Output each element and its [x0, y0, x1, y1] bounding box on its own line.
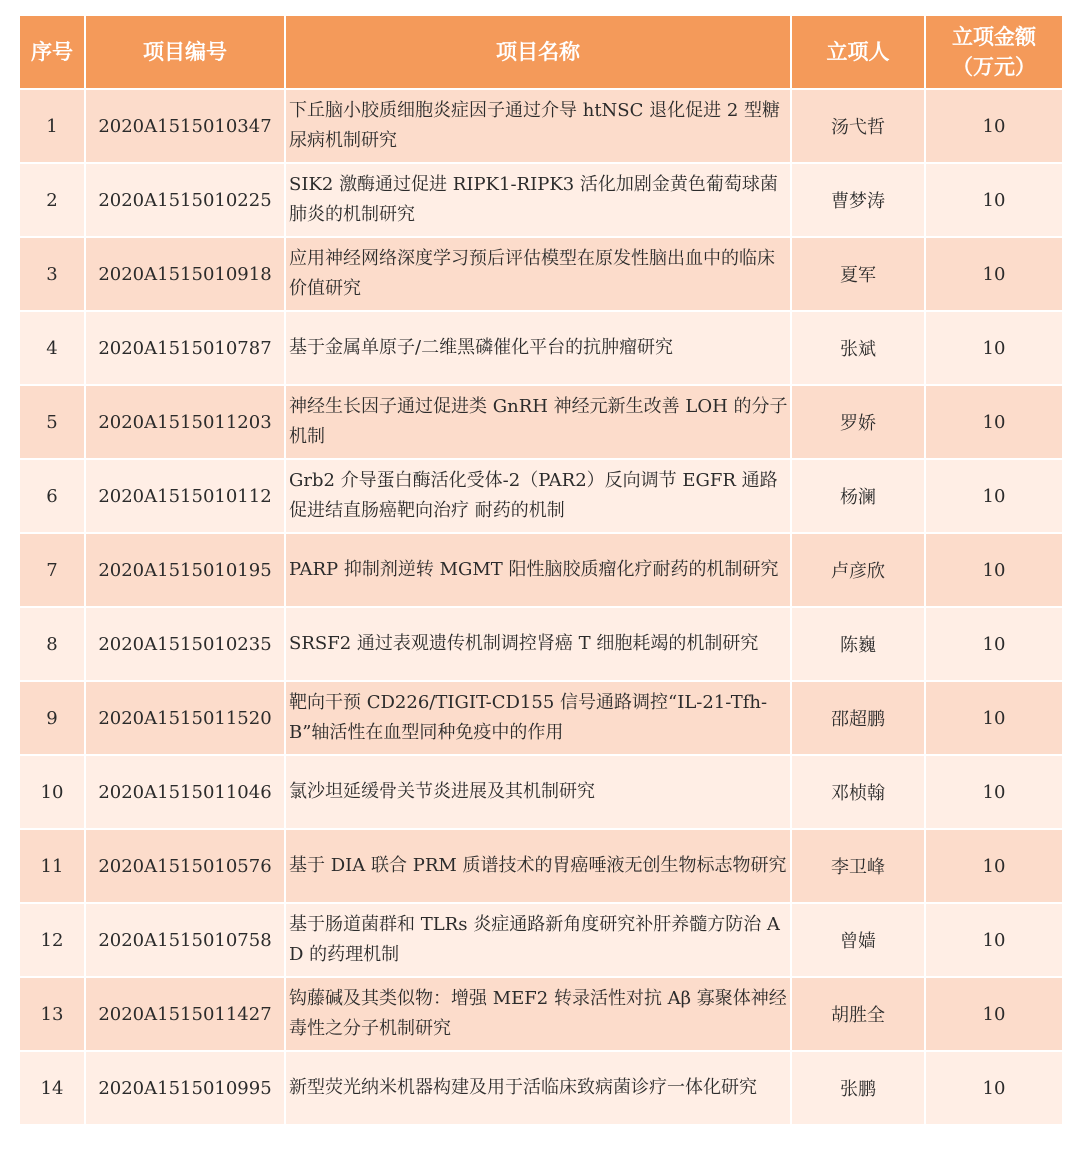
- row-amount-cell: 10: [926, 460, 1062, 532]
- row-code-cell: 2020A1515010195: [86, 534, 284, 606]
- row-index-cell: 3: [20, 238, 84, 310]
- table-row: [20, 682, 1062, 754]
- row-index-cell: 9: [20, 682, 84, 754]
- row-index-cell: 12: [20, 904, 84, 976]
- row-amount-cell: 10: [926, 978, 1062, 1050]
- row-index-cell: 2: [20, 164, 84, 236]
- row-index-cell: 4: [20, 312, 84, 384]
- table-row: [20, 238, 1062, 310]
- row-person-cell: 曾嫱: [792, 904, 924, 976]
- table-row: [20, 608, 1062, 680]
- row-amount-cell: 10: [926, 238, 1062, 310]
- row-amount-cell: 10: [926, 90, 1062, 162]
- row-code-cell: 2020A1515011520: [86, 682, 284, 754]
- row-person-cell: 罗娇: [792, 386, 924, 458]
- row-name-cell: 靶向干预 CD226/TIGIT-CD155 信号通路调控“IL-21-Tfh-B”轴活性在血型同种免疫中的作用: [286, 682, 790, 754]
- row-name-cell: SIK2 激酶通过促进 RIPK1-RIPK3 活化加剧金黄色葡萄球菌肺炎的机制研究: [286, 164, 790, 236]
- row-person-cell: 邵超鹏: [792, 682, 924, 754]
- row-person-cell: 陈巍: [792, 608, 924, 680]
- row-person-cell: 杨澜: [792, 460, 924, 532]
- row-amount-cell: 10: [926, 904, 1062, 976]
- row-person-cell: 卢彦欣: [792, 534, 924, 606]
- project-table: [18, 14, 1064, 1126]
- row-index-cell: 13: [20, 978, 84, 1050]
- row-code-cell: 2020A1515010918: [86, 238, 284, 310]
- row-code-cell: 2020A1515011427: [86, 978, 284, 1050]
- table-row: [20, 164, 1062, 236]
- row-name-cell: 新型荧光纳米机器构建及用于活临床致病菌诊疗一体化研究: [286, 1052, 790, 1124]
- table-header-row: [20, 16, 1062, 88]
- table-row: [20, 756, 1062, 828]
- header-name: 项目名称: [286, 16, 790, 88]
- row-amount-cell: 10: [926, 608, 1062, 680]
- row-person-cell: 李卫峰: [792, 830, 924, 902]
- table-row: [20, 904, 1062, 976]
- table-row: [20, 460, 1062, 532]
- row-code-cell: 2020A1515011046: [86, 756, 284, 828]
- row-code-cell: 2020A1515010576: [86, 830, 284, 902]
- table-body: [20, 90, 1062, 1124]
- row-amount-cell: 10: [926, 312, 1062, 384]
- row-person-cell: 曹梦涛: [792, 164, 924, 236]
- row-name-cell: Grb2 介导蛋白酶活化受体-2（PAR2）反向调节 EGFR 通路促进结直肠癌靶向治疗 耐药的机制: [286, 460, 790, 532]
- row-amount-cell: 10: [926, 1052, 1062, 1124]
- row-amount-cell: 10: [926, 534, 1062, 606]
- row-amount-cell: 10: [926, 386, 1062, 458]
- header-amount: [926, 16, 1062, 88]
- row-name-cell: PARP 抑制剂逆转 MGMT 阳性脑胶质瘤化疗耐药的机制研究: [286, 534, 790, 606]
- table-row: [20, 1052, 1062, 1124]
- table-row: [20, 830, 1062, 902]
- row-amount-cell: 10: [926, 682, 1062, 754]
- row-name-cell: SRSF2 通过表观遗传机制调控肾癌 T 细胞耗竭的机制研究: [286, 608, 790, 680]
- row-name-cell: 钩藤碱及其类似物：增强 MEF2 转录活性对抗 Aβ 寡聚体神经毒性之分子机制研究: [286, 978, 790, 1050]
- table-row: [20, 534, 1062, 606]
- header-amount-line1: 立项金额: [952, 25, 1036, 49]
- table-row: [20, 312, 1062, 384]
- row-name-cell: 基于金属单原子/二维黑磷催化平台的抗肿瘤研究: [286, 312, 790, 384]
- table-row: [20, 386, 1062, 458]
- row-code-cell: 2020A1515010235: [86, 608, 284, 680]
- row-person-cell: 夏军: [792, 238, 924, 310]
- header-person: 立项人: [792, 16, 924, 88]
- row-name-cell: 氯沙坦延缓骨关节炎进展及其机制研究: [286, 756, 790, 828]
- row-index-cell: 7: [20, 534, 84, 606]
- table-row: [20, 90, 1062, 162]
- header-index: 序号: [20, 16, 84, 88]
- header-amount-line2: （万元）: [952, 55, 1036, 79]
- row-code-cell: 2020A1515010112: [86, 460, 284, 532]
- row-amount-cell: 10: [926, 164, 1062, 236]
- row-code-cell: 2020A1515010787: [86, 312, 284, 384]
- row-code-cell: 2020A1515011203: [86, 386, 284, 458]
- header-code: 项目编号: [86, 16, 284, 88]
- row-name-cell: 下丘脑小胶质细胞炎症因子通过介导 htNSC 退化促进 2 型糖尿病机制研究: [286, 90, 790, 162]
- row-name-cell: 基于肠道菌群和 TLRs 炎症通路新角度研究补肝养髓方防治 AD 的药理机制: [286, 904, 790, 976]
- row-amount-cell: 10: [926, 830, 1062, 902]
- row-code-cell: 2020A1515010995: [86, 1052, 284, 1124]
- row-code-cell: 2020A1515010758: [86, 904, 284, 976]
- row-person-cell: 汤弋哲: [792, 90, 924, 162]
- row-index-cell: 6: [20, 460, 84, 532]
- row-name-cell: 应用神经网络深度学习预后评估模型在原发性脑出血中的临床价值研究: [286, 238, 790, 310]
- row-person-cell: 张鹏: [792, 1052, 924, 1124]
- row-code-cell: 2020A1515010225: [86, 164, 284, 236]
- row-code-cell: 2020A1515010347: [86, 90, 284, 162]
- row-person-cell: 胡胜全: [792, 978, 924, 1050]
- table-row: [20, 978, 1062, 1050]
- row-index-cell: 5: [20, 386, 84, 458]
- row-index-cell: 11: [20, 830, 84, 902]
- row-index-cell: 8: [20, 608, 84, 680]
- row-amount-cell: 10: [926, 756, 1062, 828]
- row-person-cell: 邓桢翰: [792, 756, 924, 828]
- row-name-cell: 神经生长因子通过促进类 GnRH 神经元新生改善 LOH 的分子机制: [286, 386, 790, 458]
- row-index-cell: 10: [20, 756, 84, 828]
- row-index-cell: 14: [20, 1052, 84, 1124]
- row-index-cell: 1: [20, 90, 84, 162]
- row-name-cell: 基于 DIA 联合 PRM 质谱技术的胃癌唾液无创生物标志物研究: [286, 830, 790, 902]
- row-person-cell: 张斌: [792, 312, 924, 384]
